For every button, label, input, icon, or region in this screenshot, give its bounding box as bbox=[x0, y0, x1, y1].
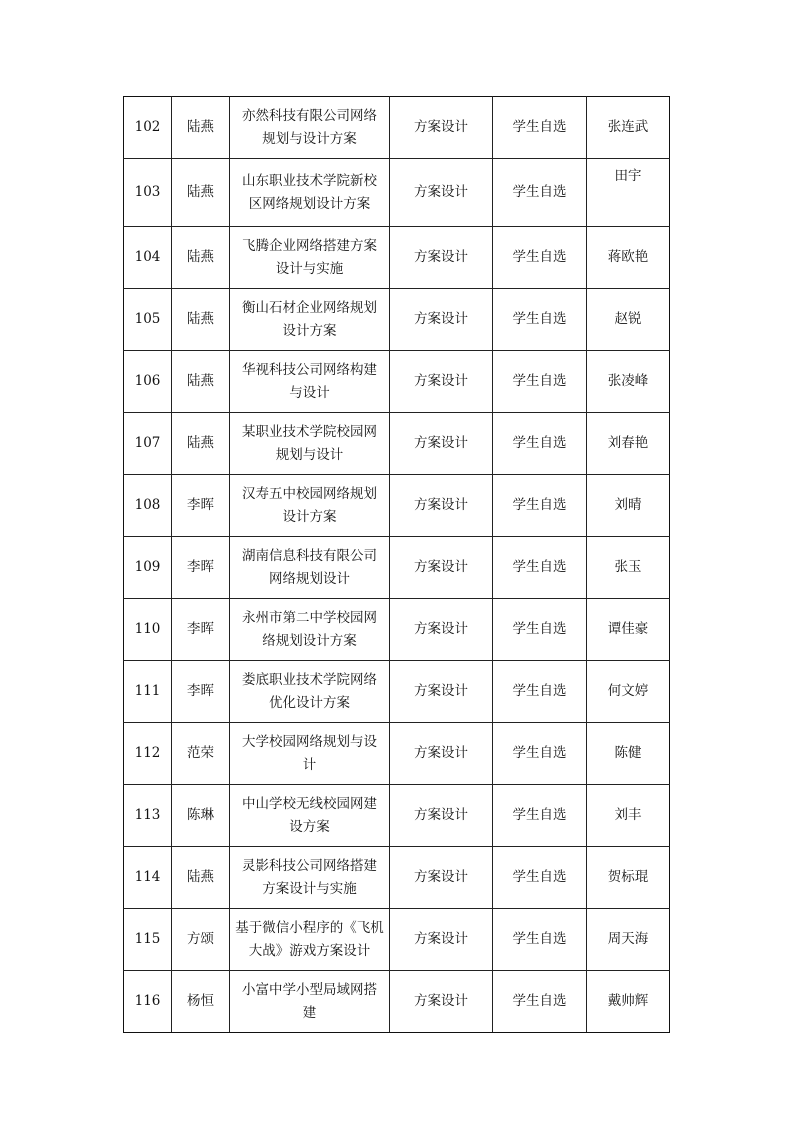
advisor-name: 陆燕 bbox=[172, 227, 230, 289]
table-body bbox=[124, 97, 670, 1033]
topic-title bbox=[230, 289, 390, 351]
topic-source: 学生自选 bbox=[493, 537, 587, 599]
topic-title-line: 华视科技公司网络构建 bbox=[242, 361, 377, 378]
topic-source: 学生自选 bbox=[493, 227, 587, 289]
advisor-name: 陆燕 bbox=[172, 159, 230, 227]
row-number: 116 bbox=[124, 971, 172, 1033]
topic-type: 方案设计 bbox=[390, 537, 493, 599]
topic-source: 学生自选 bbox=[493, 599, 587, 661]
topic-title-line: 设计与实施 bbox=[275, 260, 344, 277]
advisor-name: 李晖 bbox=[172, 599, 230, 661]
row-number: 104 bbox=[124, 227, 172, 289]
advisor-name: 杨恒 bbox=[172, 971, 230, 1033]
student-name: 张玉 bbox=[587, 537, 670, 599]
topic-title bbox=[230, 723, 390, 785]
topic-title bbox=[230, 909, 390, 971]
advisor-name: 李晖 bbox=[172, 475, 230, 537]
topic-title-line: 娄底职业技术学院网络 bbox=[242, 671, 377, 688]
topic-title-line: 亦然科技有限公司网络 bbox=[242, 107, 377, 124]
topic-type: 方案设计 bbox=[390, 599, 493, 661]
student-name: 何文婷 bbox=[587, 661, 670, 723]
topic-source: 学生自选 bbox=[493, 847, 587, 909]
advisor-name: 陆燕 bbox=[172, 97, 230, 159]
topic-title-line: 优化设计方案 bbox=[269, 694, 350, 711]
row-number: 112 bbox=[124, 723, 172, 785]
student-name: 张连武 bbox=[587, 97, 670, 159]
topic-source: 学生自选 bbox=[493, 475, 587, 537]
topic-title-line: 络规划设计方案 bbox=[262, 632, 357, 649]
topic-title-line: 中山学校无线校园网建 bbox=[242, 795, 377, 812]
row-number: 103 bbox=[124, 159, 172, 227]
table-row bbox=[124, 537, 670, 599]
topic-title bbox=[230, 661, 390, 723]
topic-title-line: 衡山石材企业网络规划 bbox=[242, 299, 377, 316]
topic-type: 方案设计 bbox=[390, 847, 493, 909]
topic-title bbox=[230, 413, 390, 475]
row-number: 107 bbox=[124, 413, 172, 475]
student-name: 谭佳豪 bbox=[587, 599, 670, 661]
advisor-name: 陆燕 bbox=[172, 413, 230, 475]
topic-title-line: 设方案 bbox=[289, 818, 330, 835]
topic-title bbox=[230, 537, 390, 599]
student-name: 刘丰 bbox=[587, 785, 670, 847]
table-row bbox=[124, 723, 670, 785]
topic-type: 方案设计 bbox=[390, 475, 493, 537]
table-row bbox=[124, 159, 670, 227]
topic-title bbox=[230, 227, 390, 289]
topic-title-line: 设计方案 bbox=[282, 322, 337, 339]
topic-type: 方案设计 bbox=[390, 661, 493, 723]
topic-type: 方案设计 bbox=[390, 909, 493, 971]
topic-title-line: 灵影科技公司网络搭建 bbox=[242, 857, 377, 874]
topic-type: 方案设计 bbox=[390, 159, 493, 227]
topic-source: 学生自选 bbox=[493, 971, 587, 1033]
topic-title-line: 区网络规划设计方案 bbox=[248, 195, 371, 212]
topic-title-line: 设计方案 bbox=[282, 508, 337, 525]
topic-title bbox=[230, 785, 390, 847]
topic-title-line: 飞腾企业网络搭建方案 bbox=[242, 237, 377, 254]
topic-source: 学生自选 bbox=[493, 351, 587, 413]
student-name: 戴帅辉 bbox=[587, 971, 670, 1033]
student-name: 张凌峰 bbox=[587, 351, 670, 413]
student-name: 周天海 bbox=[587, 909, 670, 971]
topic-source: 学生自选 bbox=[493, 723, 587, 785]
topic-title-line: 某职业技术学院校园网 bbox=[242, 423, 377, 440]
table-row bbox=[124, 475, 670, 537]
table-row bbox=[124, 909, 670, 971]
topic-type: 方案设计 bbox=[390, 227, 493, 289]
row-number: 115 bbox=[124, 909, 172, 971]
topic-title-line: 湖南信息科技有限公司 bbox=[242, 547, 377, 564]
topic-title bbox=[230, 97, 390, 159]
row-number: 105 bbox=[124, 289, 172, 351]
table-row bbox=[124, 351, 670, 413]
row-number: 108 bbox=[124, 475, 172, 537]
topic-title-line: 计 bbox=[302, 756, 317, 773]
advisor-name: 李晖 bbox=[172, 537, 230, 599]
topic-title bbox=[230, 847, 390, 909]
table-row bbox=[124, 413, 670, 475]
topic-title-line: 永州市第二中学校园网 bbox=[242, 609, 377, 626]
topic-type: 方案设计 bbox=[390, 971, 493, 1033]
topic-title-line: 规划与设计 bbox=[275, 446, 344, 463]
student-name: 刘春艳 bbox=[587, 413, 670, 475]
student-name: 贺标琨 bbox=[587, 847, 670, 909]
advisor-name: 陆燕 bbox=[172, 351, 230, 413]
table-row bbox=[124, 289, 670, 351]
topic-type: 方案设计 bbox=[390, 785, 493, 847]
table-row bbox=[124, 97, 670, 159]
topic-title-line: 方案设计与实施 bbox=[262, 880, 357, 897]
topic-title-line: 大学校园网络规划与设 bbox=[242, 733, 377, 750]
topic-title-line: 规划与设计方案 bbox=[262, 130, 357, 147]
student-name: 田宇 bbox=[587, 159, 670, 227]
topic-title bbox=[230, 971, 390, 1033]
topic-source: 学生自选 bbox=[493, 289, 587, 351]
advisor-name: 李晖 bbox=[172, 661, 230, 723]
advisor-name: 范荣 bbox=[172, 723, 230, 785]
topic-type: 方案设计 bbox=[390, 97, 493, 159]
topic-title-line: 小富中学小型局域网搭 bbox=[242, 981, 377, 998]
topic-title-line: 建 bbox=[302, 1004, 317, 1021]
advisor-name: 陆燕 bbox=[172, 289, 230, 351]
table-row bbox=[124, 599, 670, 661]
advisor-name: 方颂 bbox=[172, 909, 230, 971]
student-name: 赵锐 bbox=[587, 289, 670, 351]
advisor-name: 陈琳 bbox=[172, 785, 230, 847]
advisor-name: 陆燕 bbox=[172, 847, 230, 909]
topic-type: 方案设计 bbox=[390, 413, 493, 475]
student-name: 蒋欧艳 bbox=[587, 227, 670, 289]
topic-title bbox=[230, 475, 390, 537]
row-number: 106 bbox=[124, 351, 172, 413]
topic-title bbox=[230, 351, 390, 413]
topic-title-line: 基于微信小程序的《飞机 bbox=[235, 919, 384, 936]
student-name: 刘晴 bbox=[587, 475, 670, 537]
row-number: 113 bbox=[124, 785, 172, 847]
topic-title-line: 网络规划设计 bbox=[269, 570, 350, 587]
table-row bbox=[124, 227, 670, 289]
topic-source: 学生自选 bbox=[493, 661, 587, 723]
topic-title bbox=[230, 599, 390, 661]
row-number: 102 bbox=[124, 97, 172, 159]
topic-type: 方案设计 bbox=[390, 723, 493, 785]
topic-title bbox=[230, 159, 390, 227]
student-name: 陈健 bbox=[587, 723, 670, 785]
topic-source: 学生自选 bbox=[493, 159, 587, 227]
table-row bbox=[124, 971, 670, 1033]
table-row bbox=[124, 847, 670, 909]
row-number: 114 bbox=[124, 847, 172, 909]
table-row bbox=[124, 661, 670, 723]
topic-source: 学生自选 bbox=[493, 97, 587, 159]
row-number: 109 bbox=[124, 537, 172, 599]
topic-title-line: 山东职业技术学院新校 bbox=[242, 172, 377, 189]
topic-source: 学生自选 bbox=[493, 413, 587, 475]
topic-source: 学生自选 bbox=[493, 909, 587, 971]
table-row bbox=[124, 785, 670, 847]
topic-type: 方案设计 bbox=[390, 351, 493, 413]
topic-title-line: 与设计 bbox=[289, 384, 330, 401]
topic-source: 学生自选 bbox=[493, 785, 587, 847]
topic-title-line: 汉寿五中校园网络规划 bbox=[242, 485, 377, 502]
topic-table bbox=[123, 96, 670, 1033]
row-number: 110 bbox=[124, 599, 172, 661]
topic-title-line: 大战》游戏方案设计 bbox=[248, 942, 371, 959]
topic-type: 方案设计 bbox=[390, 289, 493, 351]
row-number: 111 bbox=[124, 661, 172, 723]
